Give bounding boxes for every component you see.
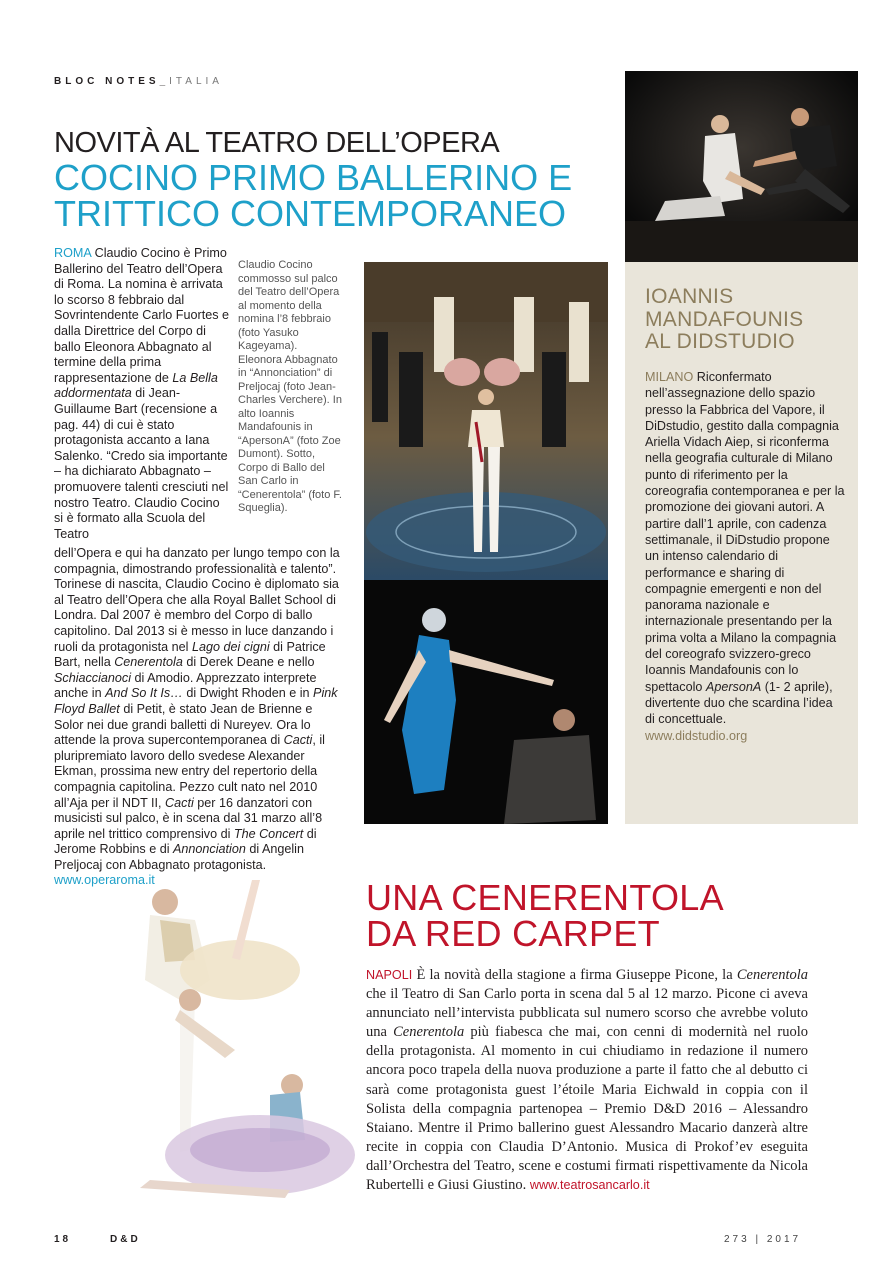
photo-cocino-stage-art [364,262,608,580]
photo-mandafounis-art [625,71,858,262]
issue-divider: | [755,1234,762,1245]
operaroma-link[interactable]: www.operaroma.it [54,873,155,888]
article1-p2a: dell’Opera e qui ha danzato per lungo tempo con la compagnia, dimostrando professionalità e talento”. Torinese di nascita, Claudio Cocino è diplomato sia al Teatro dell’Opera che alla Royal Ballet School di Londra. Dal 2007 è membro del Corpo di ballo capitolino. Dal 2013 si è messo in luce danzando i ruoli da protagonista nel [54,546,340,654]
article2-city: NAPOLI [366,968,413,982]
article1-p2e: di Dwight Rhoden e in [186,686,310,701]
article2-body [366,966,808,1195]
sidebar-text [645,369,845,744]
article1-p1b: di Jean-Guillaume Bart (recensione a pag. 44) di cui è stato protagonista accanto a Iana Salenko. “Credo sia importante – ha dichiarato Abbagnato – promuovere talenti cresciuti nel nostro Teatro. Claudio Cocino si è formato alla Scuola del Teatro [54,386,229,541]
article1-p2h: per 16 danzatori con musicisti sul palco, è in scena dal 31 marzo all’8 aprile nel trittico comprensivo di [54,795,323,841]
article1-p2f: di Petit, è stato Jean de Brienne e Solor nei due grandi balletti di Nureyev. Ora lo attende la prova supercontemporanea di [54,701,313,748]
section-separator: _ [159,76,170,87]
teatrosancarlo-link[interactable]: www.teatrosancarlo.it [529,1178,650,1193]
article1-p2g: , il pluripremiato lavoro dello svedese Alexander Ekman, prossima new entry del repertorio della compagnia capitolina. Pezzo cult nato nel 2010 all’Aja per il NDT II, [54,733,325,810]
article1-p2d: di Amodio. Apprezzato interprete anche in [54,670,317,701]
photo-caption: Claudio Cocino commosso sul palco del Teatro dell’Opera al momento della nomina l’8 febbraio (foto Yasuko Kageyama). Eleonora Abbagnato in “Annonciation” di Preljocaj (foto Jean-Charles Verchere). In alto Ioannis Mandafounis in “ApersonA” (foto Zoe Dumont). Sotto, Corpo di Ballo del San Carlo in “Cenerentola” (foto F. Squeglia). [238,259,342,514]
article1-p2i: di Jerome Robbins e di [54,826,317,857]
photo-cocino-stage [364,262,608,580]
section-kicker [54,76,223,87]
work-andsoitis: And So It Is… [105,686,183,701]
article1-city: ROMA [54,246,92,260]
article2-t1: È la novità della stagione a firma Giuseppe Picone, la [416,967,733,983]
section-label: BLOC NOTES [54,76,160,87]
work-annonciation: Annonciation [173,842,246,857]
work-cacti-2: Cacti [165,795,194,810]
article2-t2: che il Teatro di San Carlo porta in scena dal 5 al 12 marzo. Picone ci aveva annunciato nell’intervista pubblicata sul numero scorso che avrebbe voluto una [366,986,808,1041]
photo-abbagnato-art [364,580,608,824]
article1-intro [54,246,232,542]
issue-year: 2017 [766,1234,802,1245]
article2-title [366,877,724,954]
article1-p2j: di Angelin Preljocaj con Abbagnato protagonista. [54,842,304,872]
work-lago: Lago dei cigni [191,639,270,654]
work-concert: The Concert [233,826,304,841]
article1-overline: NOVITÀ AL TEATRO DELL’OPERA [54,127,500,159]
article1-p2c: di Derek Deane e nello [186,655,315,670]
article2-t3: più fiabesca che mai, con cenni di modernità nel ruolo della protagonista. Al momento in cui chiudiamo in redazione il numero ancora poco trapela della nuova produzione a parte il fatto che al debutto ci sarà come protagonista guest l’étoile Maria Eichwald in coppia con il Solista della compagnia partenopea – Premio D&D 2016 – Alessandro Staiano. Mentre il Primo ballerino guest Alessandro Macario danzerà altre recite in coppia con Claudia D’Antonio. Musica di Prokof’ev eseguita dall’Orchestra del Teatro, scene e costumi firmati rispettivamente da Nicola Rubertelli e Giusi Giustino. [366,1024,809,1194]
page-number: 18 [54,1234,72,1245]
didstudio-link[interactable]: www.didstudio.org [645,728,748,743]
work-cenerentola-napoli-2: Cenerentola [393,1024,465,1041]
work-cenerentola: Cenerentola [114,655,183,670]
sidebar-title-line3: AL DIDSTUDIO [645,330,795,353]
photo-cenerentola-dancers [30,880,360,1230]
article1-title-line2: TRITTICO CONTEMPORANEO [54,193,566,234]
article1-body [54,546,340,889]
work-cenerentola-napoli: Cenerentola [736,967,809,983]
brand-logo: D&D [110,1234,141,1245]
article1-p1: Claudio Cocino è Primo Ballerino del Teatro dell’Opera di Roma. La nomina è arrivata lo scorso 8 febbraio dal Sovrintendente Carlo Fuortes e dalla Direttrice del Corpo di ballo Eleonora Abbagnato al termine della prima rappresentazione de [54,246,230,385]
sidebar-text-a: Riconfermato nell’assegnazione dello spazio presso la Fabbrica del Vapore, il DiDstudio, gestito dalla compagnia Ariella Vidach Aiep, si riconferma nella geografia culturale di Milano punto di riferimento per la coreografia contemporanea e per la promozione dei giovani autori. A partire dall’1 aprile, con cadenza settimanale, il DiDstudio propone un intenso calendario di performance e sharing di compagnie emergenti e non del panorama nazionale e internazionale presentando per la prima volta a Milano la compagnia del coreografo svizzero-greco Ioannis Mandafounis con lo spettacolo [645,370,845,694]
work-schiaccianoci: Schiaccianoci [54,670,132,685]
photo-mandafounis [625,71,858,262]
article1-p2b: di Patrice Bart, nella [54,639,326,670]
article2-title-line1: UNA CENERENTOLA [366,877,724,918]
work-apersona: ApersonA [705,679,762,694]
work-cacti: Cacti [283,733,313,748]
article1-work-bella: La Bella addormentata [54,370,218,401]
sidebar-title-line1: IOANNIS [645,285,734,308]
issue-number: 273 [724,1234,750,1245]
issue-info [724,1234,801,1245]
sidebar-title [645,286,803,354]
sidebar-title-line2: MANDAFOUNIS [645,307,804,331]
sidebar-text-b: (1- 2 aprile), divertente duo che scardina l’idea di concettuale. [645,679,833,727]
work-pinkfloyd: Pink Floyd Ballet [54,686,338,716]
photo-abbagnato [364,580,608,824]
article1-title-line1: COCINO PRIMO BALLERINO E [54,157,573,198]
sidebar-city: MILANO [645,370,694,384]
article1-title [54,157,573,234]
article2-title-line2: DA RED CARPET [366,913,660,954]
photo-cenerentola-art [30,880,360,1230]
subsection-label: ITALIA [169,76,223,87]
